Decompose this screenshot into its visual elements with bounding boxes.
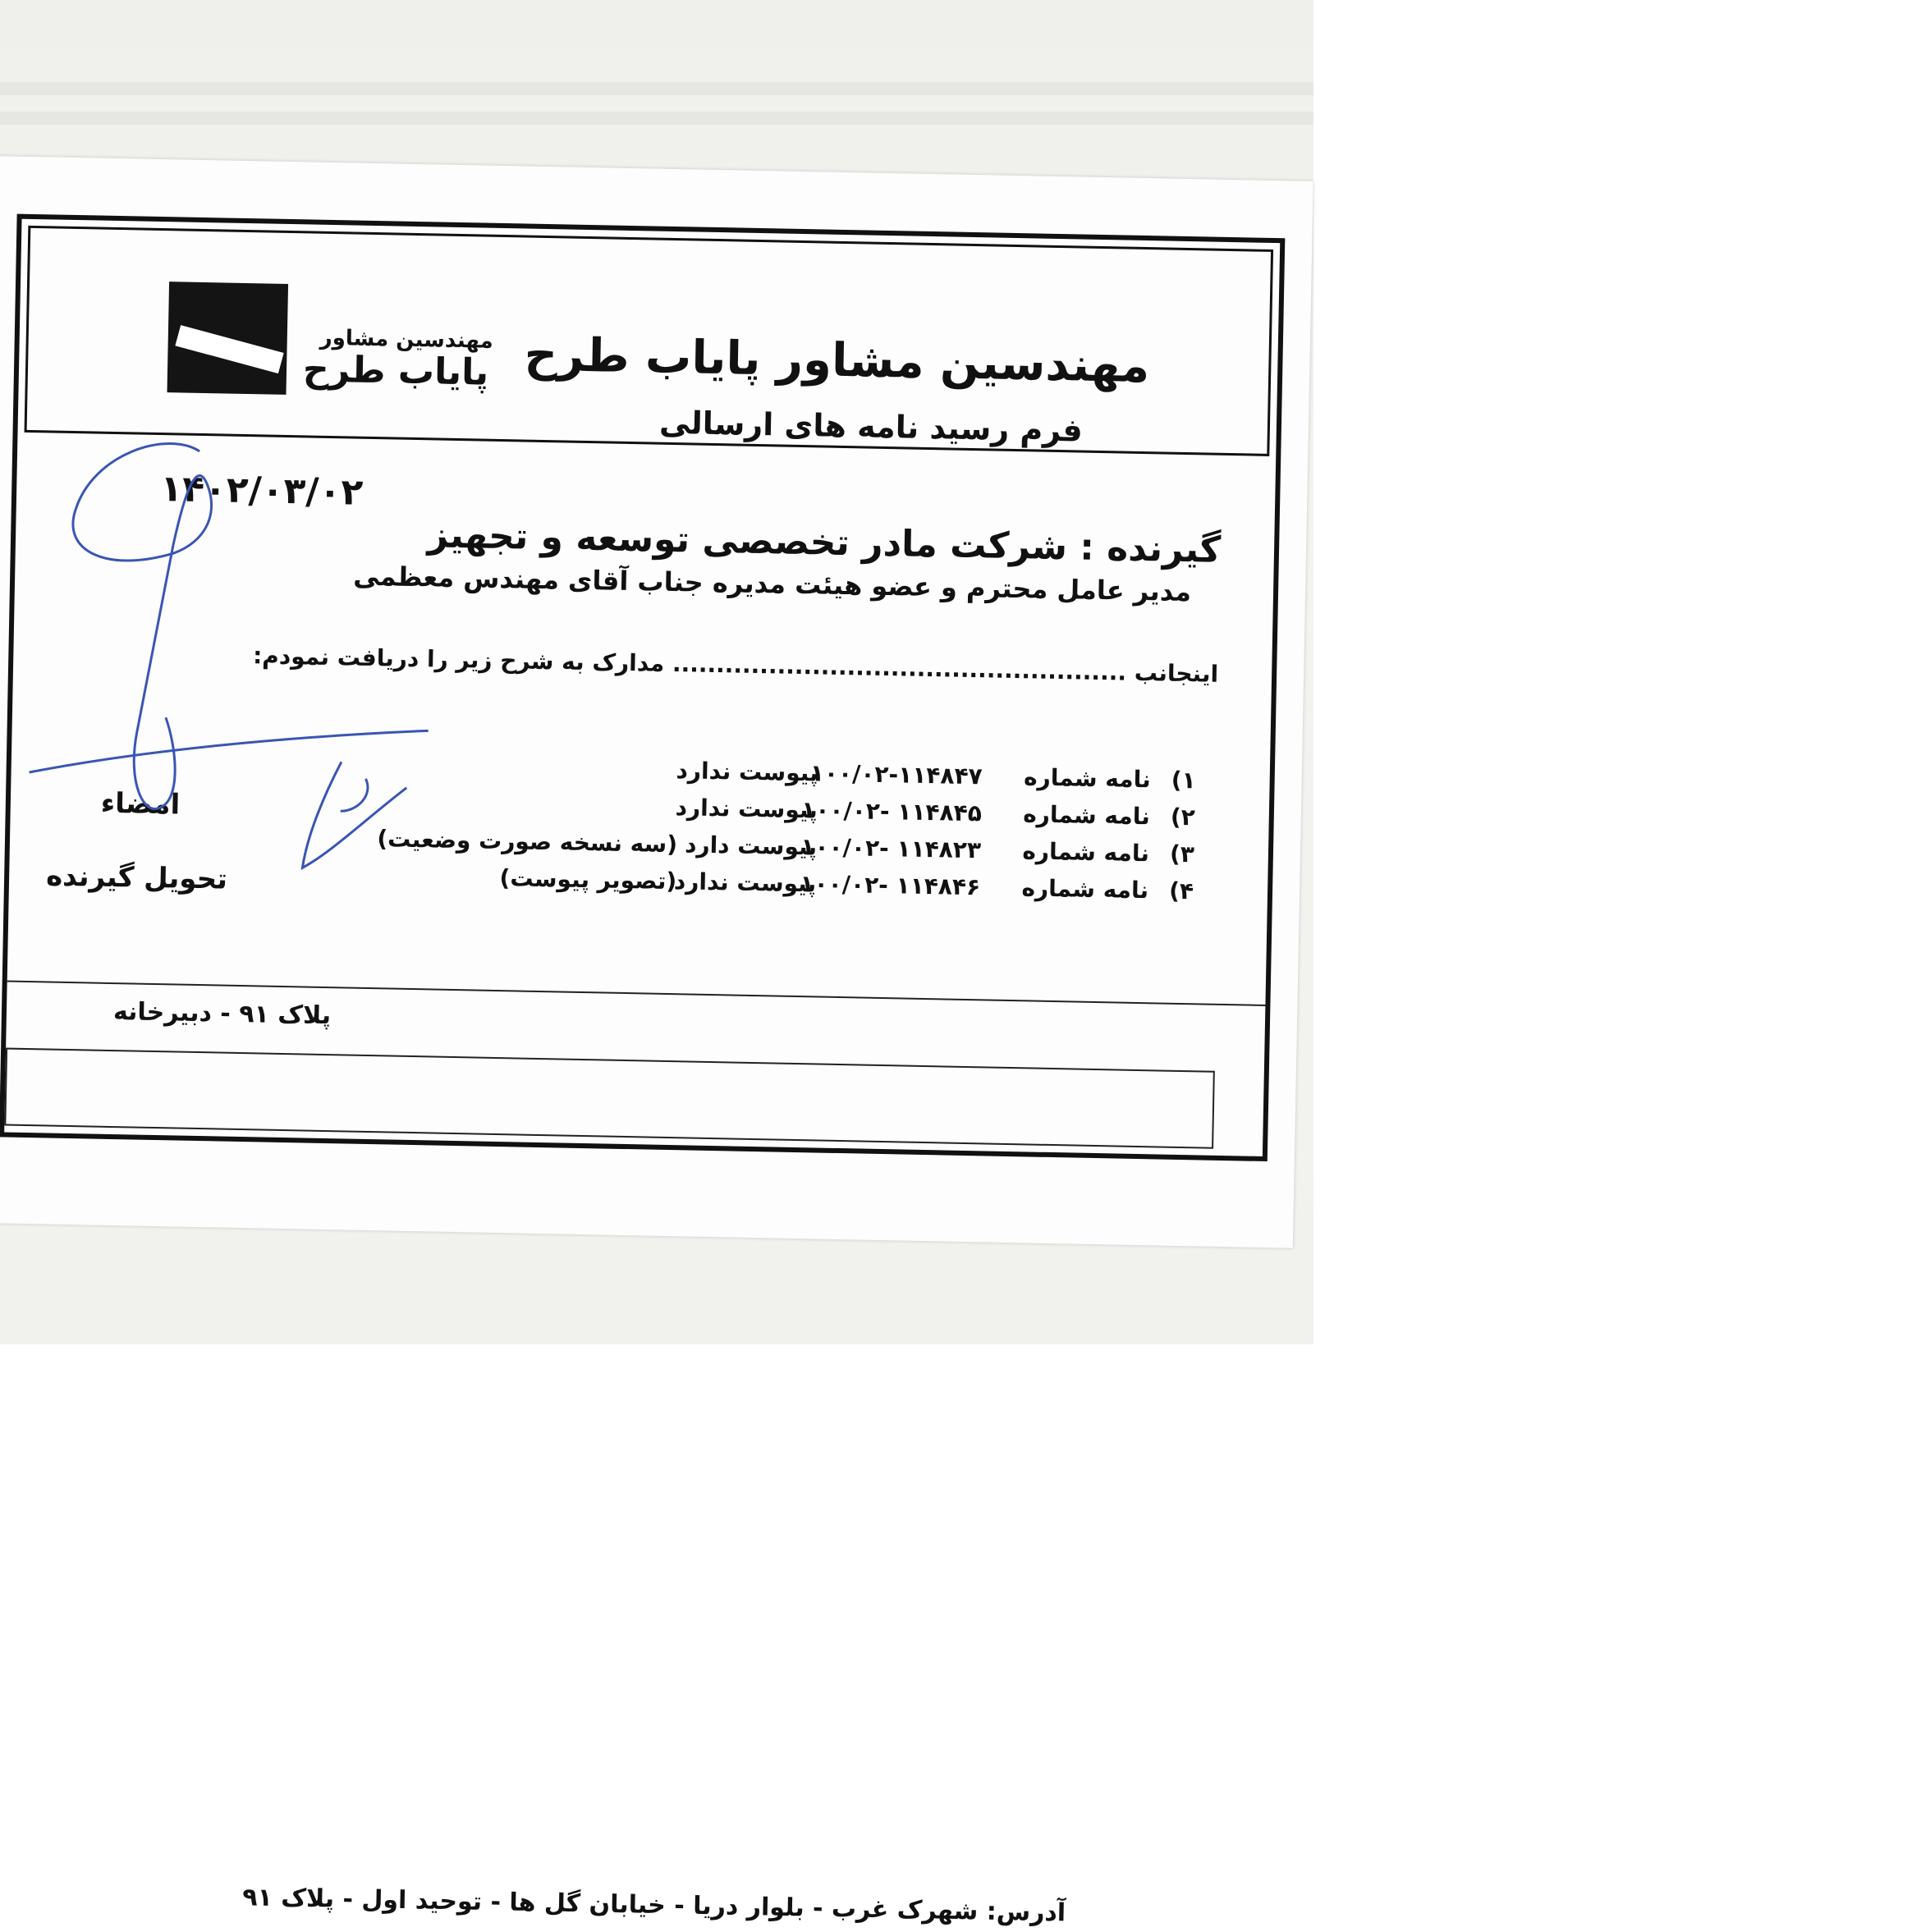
delivery-label: تحویل گیرنده <box>45 859 228 896</box>
letter-attachment: پیوست دارد <box>684 831 818 861</box>
letter-label: نامه شماره <box>1022 800 1151 831</box>
scanner-band <box>0 112 1313 125</box>
receipt-statement: اینجانب .................................................... مدارک به شرح زیر را دریافت نمودم: <box>252 642 1219 688</box>
letterhead <box>25 226 1274 456</box>
letter-attachment: پیوست ندارد <box>676 757 819 787</box>
logo-stripe <box>175 325 283 373</box>
letter-number: ۱۰۰/۰۲- ۱۱۴۸۲۳ <box>800 833 982 864</box>
scanner-band <box>0 82 1313 95</box>
address-text: آدرس: شهرک غرب - بلوار دریا - خیابان گل ها - توحید اول - پلاک ۹۱ <box>241 1883 1066 1928</box>
address-box <box>4 1048 1215 1928</box>
company-logo <box>167 282 289 395</box>
logo-brand-text: پایاب طرح <box>302 348 489 394</box>
letter-label: نامه شماره <box>1023 763 1151 794</box>
letter-number: ۱۰۰/۰۲- ۱۱۴۸۴۵ <box>800 796 983 827</box>
recipient-line: گیرنده : شرکت مادر تخصصی توسعه و تجهیز <box>427 514 1222 571</box>
form-date: ۱۴۰۲/۰۳/۰۲ <box>159 468 364 514</box>
letter-note: (تصویر پیوست) <box>499 864 677 895</box>
signature-label: امضاء <box>100 786 181 822</box>
letter-note: (سه نسخه صورت وضعیت) <box>377 825 678 858</box>
letter-label: نامه شماره <box>1022 837 1150 868</box>
letter-number: ۱۰۰/۰۲-۱۱۴۸۴۷ <box>809 759 983 790</box>
receipt-paper <box>0 156 1313 1928</box>
letter-number: ۱۰۰/۰۲- ۱۱۴۸۴۶ <box>800 870 981 901</box>
logo-small-text: مهندسین مشاور <box>319 325 494 354</box>
secretariat-text: پلاک ۹۱ - دبیرخانه <box>112 997 332 1031</box>
company-name: مهندسین مشاور پایاب طرح <box>524 327 1150 394</box>
letter-attachment: پیوست ندارد <box>675 794 818 824</box>
letter-index: ۴) <box>1168 877 1194 905</box>
form-title: فرم رسید نامه های ارسالی <box>658 404 1084 449</box>
letter-index: ۱) <box>1171 766 1196 794</box>
letter-label: نامه شماره <box>1021 874 1149 904</box>
recipient-person: مدیر عامل محترم و عضو هیئت مدیره جناب آقای مهندس معظمی <box>353 560 1192 608</box>
form-frame <box>0 214 1285 1928</box>
letter-attachment: پیوست ندارد <box>673 868 817 898</box>
letter-index: ۳) <box>1169 840 1195 868</box>
letter-index: ۲) <box>1170 803 1196 831</box>
